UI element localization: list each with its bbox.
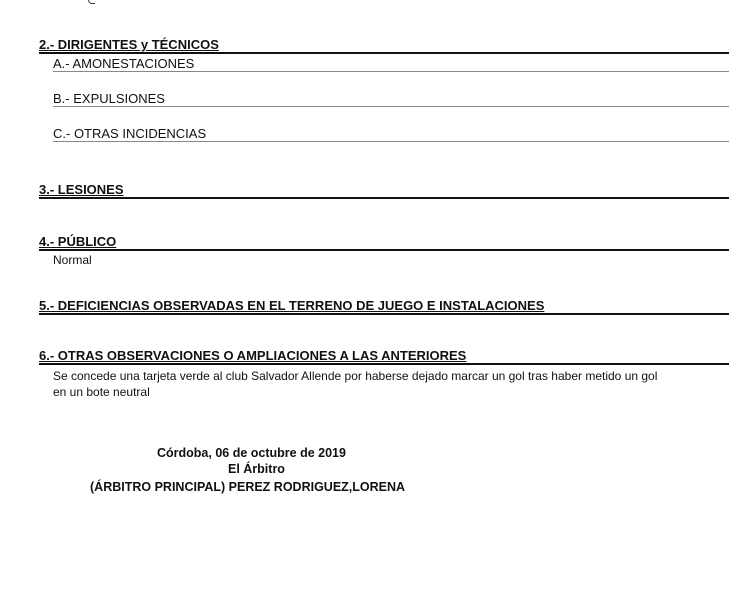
publico-text: Normal	[53, 253, 92, 267]
section-deficiencias-title: 5.- DEFICIENCIAS OBSERVADAS EN EL TERRENO DE JUEGO E INSTALACIONES	[39, 298, 729, 315]
section-otras-observaciones-title: 6.- OTRAS OBSERVACIONES O AMPLIACIONES A LAS ANTERIORES	[39, 348, 729, 365]
top-edge-mark	[88, 0, 95, 4]
section-lesiones-title: 3.- LESIONES	[39, 182, 729, 199]
subsection-expulsiones: B.- EXPULSIONES	[53, 91, 729, 107]
observaciones-text-line2: en un bote neutral	[53, 385, 150, 399]
section-dirigentes-title: 2.- DIRIGENTES y TÉCNICOS	[39, 37, 729, 54]
signature-role: El Árbitro	[228, 462, 285, 476]
signature-name: (ÁRBITRO PRINCIPAL) PEREZ RODRIGUEZ,LORENA	[90, 480, 406, 494]
section-publico-title: 4.- PÚBLICO	[39, 234, 729, 251]
subsection-otras-incidencias: C.- OTRAS INCIDENCIAS	[53, 126, 729, 142]
observaciones-text-line1: Se concede una tarjeta verde al club Salvador Allende por haberse dejado marcar un gol tras haber metido un gol	[53, 369, 658, 383]
signature-place-date: Córdoba, 06 de octubre de 2019	[157, 446, 346, 460]
subsection-amonestaciones: A.- AMONESTACIONES	[53, 56, 729, 72]
